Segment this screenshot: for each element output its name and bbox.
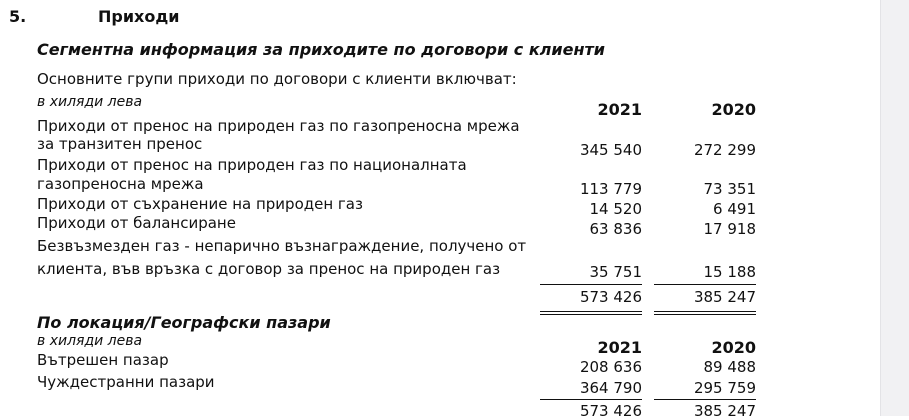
total-double-rule — [654, 314, 756, 315]
table1-value-2021: 63 836 — [589, 220, 642, 238]
page-edge — [880, 0, 909, 416]
table1-value-2020: 17 918 — [703, 220, 756, 238]
table1-value-2020: 6 491 — [713, 200, 756, 218]
table1-value-2021: 113 779 — [579, 180, 642, 198]
subtotal-rule — [654, 284, 756, 285]
table2-value-2020: 295 759 — [693, 379, 756, 397]
table2-total-2020: 385 247 — [693, 402, 756, 420]
table1-total-2021: 573 426 — [579, 288, 642, 306]
table2-row-label: Вътрешен пазар — [37, 351, 169, 369]
total-double-rule — [654, 311, 756, 312]
table2-value-2021: 364 790 — [579, 379, 642, 397]
table1-value-2020: 73 351 — [703, 180, 756, 198]
section-title: Приходи — [98, 7, 180, 26]
section-intro: Основните групи приходи по договори с клиенти включват: — [37, 70, 517, 88]
table1-value-2021: 345 540 — [579, 141, 642, 159]
table1-value-2020: 272 299 — [693, 141, 756, 159]
table2-value-2021: 208 636 — [579, 358, 642, 376]
table1-row-label: газопреносна мрежа — [37, 175, 204, 193]
table1-row-label: Приходи от съхранение на природен газ — [37, 195, 363, 213]
table1-row-label: Безвъзмезден газ - непарично възнаграждение, получено от — [37, 237, 527, 255]
table2-value-2020: 89 488 — [703, 358, 756, 376]
subtotal-rule — [540, 399, 642, 400]
table2-title: По локация/Географски пазари — [37, 313, 331, 332]
table2-row-label: Чуждестранни пазари — [37, 373, 215, 391]
total-double-rule — [540, 311, 642, 312]
table1-value-2021: 14 520 — [589, 200, 642, 218]
total-double-rule — [540, 314, 642, 315]
table1-row-label: Приходи от балансиране — [37, 214, 236, 232]
table1-row-label: за транзитен пренос — [37, 135, 203, 153]
table1-year-2020: 2020 — [711, 100, 756, 119]
table1-row-label: клиента, във връзка с договор за пренос на природен газ — [37, 260, 501, 278]
table2-total-2021: 573 426 — [579, 402, 642, 420]
table2-unit: в хиляди лева — [37, 333, 143, 349]
table1-value-2020: 15 188 — [703, 263, 756, 281]
table1-row-label: Приходи от пренос на природен газ по националната — [37, 156, 467, 174]
section-subtitle: Сегментна информация за приходите по договори с клиенти — [37, 40, 605, 59]
table2-year-2020: 2020 — [711, 338, 756, 357]
subtotal-rule — [654, 399, 756, 400]
section-number: 5. — [9, 7, 27, 26]
subtotal-rule — [540, 284, 642, 285]
table2-year-2021: 2021 — [597, 338, 642, 357]
table1-year-2021: 2021 — [597, 100, 642, 119]
table1-total-2020: 385 247 — [693, 288, 756, 306]
table1-unit: в хиляди лева — [37, 94, 143, 110]
table1-row-label: Приходи от пренос на природен газ по газопреносна мрежа — [37, 117, 520, 135]
table1-value-2021: 35 751 — [589, 263, 642, 281]
